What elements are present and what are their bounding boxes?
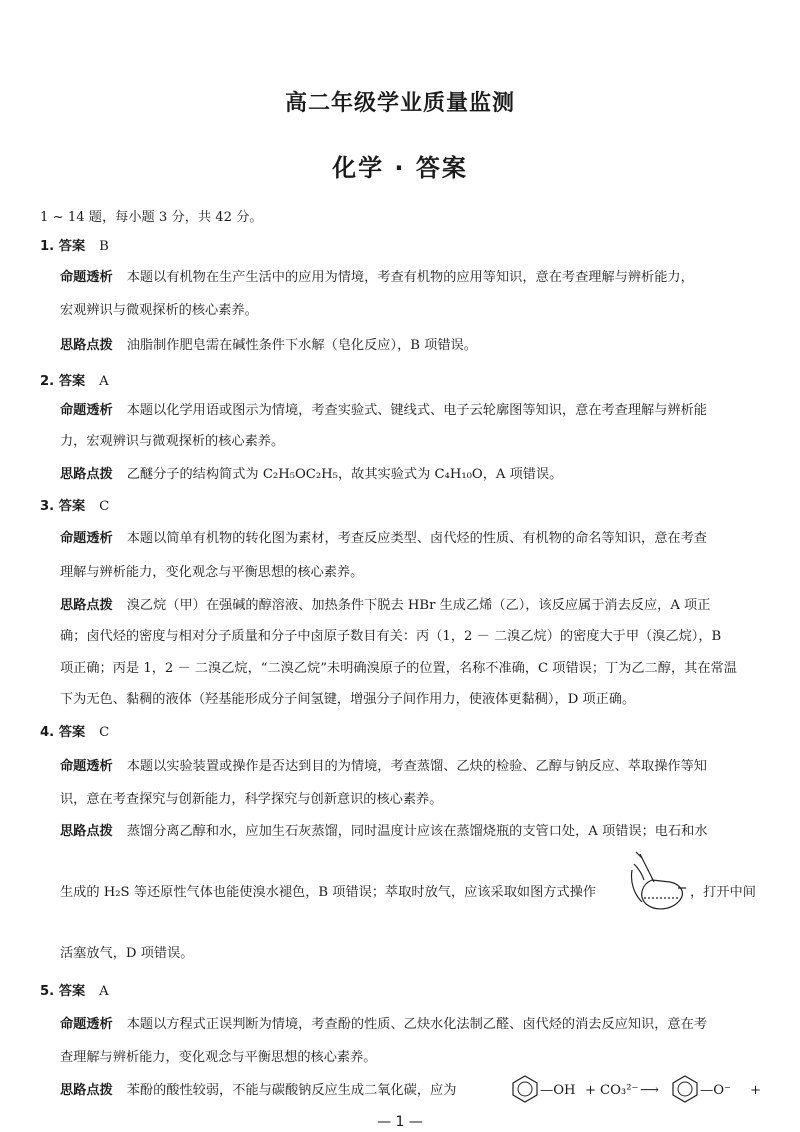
answer-value: A	[99, 374, 109, 389]
hydroxyl-group: —OH	[540, 1083, 576, 1098]
plus-sign: +	[750, 1083, 762, 1098]
answer-label: 答案	[58, 984, 86, 999]
hint-text: 蒸馏分离乙醇和水，应加生石灰蒸馏，同时温度计应该在蒸馏烧瓶的支管口处，A 项错误；电石和水	[126, 824, 708, 839]
answer-label: 答案	[58, 499, 86, 514]
page-number: — 1 —	[377, 1114, 423, 1130]
hint-label: 思路点拨	[60, 598, 113, 613]
hint-label: 思路点拨	[60, 824, 113, 839]
hint-text: 乙醚分子的结构简式为 C₂H₅OC₂H₅，故其实验式为 C₄H₁₀O，A 项错误。	[126, 467, 563, 482]
question-number: 3.	[40, 499, 55, 514]
hint-label: 思路点拨	[60, 338, 113, 353]
question-2-header	[40, 373, 109, 391]
page-title: 高二年级学业质量监测	[284, 91, 515, 116]
hint-label: 思路点拨	[60, 467, 113, 482]
reaction-arrow: ⟶	[640, 1083, 659, 1098]
hint-text: 溴乙烷（甲）在强碱的醇溶液、加热条件下脱去 HBr 生成乙烯（乙），该反应属于消去反应，A 项正	[126, 598, 711, 613]
analysis-line	[60, 758, 707, 776]
hint-line	[60, 1082, 456, 1100]
carbonate-ion: CO₃²⁻	[600, 1083, 639, 1098]
analysis-line	[60, 402, 707, 420]
benzene-ring-icon	[670, 1074, 700, 1104]
question-5-header	[40, 983, 109, 1001]
answer-label: 答案	[58, 725, 86, 740]
hint-text: 确；卤代烃的密度与相对分子质量和分子中卤原子数目有关：丙（1，2 － 二溴乙烷）的密度大于甲（溴乙烷），B	[60, 629, 722, 644]
hint-text: 生成的 H₂S 等还原性气体也能使溴水褪色，B 项错误；萃取时放气，应该采取如图方式操作	[60, 885, 597, 900]
question-number: 2.	[40, 374, 55, 389]
analysis-label: 命题透析	[60, 270, 113, 285]
analysis-text: 本题以方程式正误判断为情境，考查酚的性质、乙炔水化法制乙醛、卤代烃的消去反应知识，意在考	[126, 1017, 707, 1032]
analysis-label: 命题透析	[60, 1017, 113, 1032]
page-subtitle: 化学 · 答案	[332, 154, 468, 182]
analysis-line	[60, 1016, 707, 1034]
separatory-funnel-icon	[628, 848, 690, 916]
answer-value: C	[99, 499, 110, 514]
question-number: 5.	[40, 984, 55, 999]
question-1-header	[40, 238, 109, 256]
phenoxide-group: —O⁻	[700, 1083, 731, 1098]
intro-text: 1 ~ 14 题，每小题 3 分，共 42 分。	[40, 210, 263, 225]
hint-text: 下为无色、黏稠的液体（羟基能形成分子间氢键，增强分子间作用力，使液体更黏稠），D 项正确。	[60, 692, 636, 707]
analysis-text: 宏观辨识与微观探析的核心素养。	[60, 303, 258, 318]
analysis-line	[60, 530, 707, 548]
question-4-header	[40, 724, 109, 742]
answer-value: B	[99, 239, 109, 254]
analysis-label: 命题透析	[60, 759, 113, 774]
analysis-label: 命题透析	[60, 531, 113, 546]
analysis-line	[60, 269, 694, 287]
analysis-text: 本题以实验装置或操作是否达到目的为情境，考查蒸馏、乙炔的检验、乙醇与钠反应、萃取操作等知	[126, 759, 707, 774]
answer-value: A	[99, 984, 109, 999]
answer-value: C	[99, 725, 110, 740]
hint-line	[60, 466, 562, 484]
hint-text: 项正确；丙是 1，2 － 二溴乙烷，“二溴乙烷”未明确溴原子的位置，名称不准确，C 项错误；丁为乙二醇，其在常温	[60, 661, 737, 676]
plus-sign: +	[585, 1083, 597, 1098]
analysis-label: 命题透析	[60, 403, 113, 418]
analysis-text: 力，宏观辨识与微观探析的核心素养。	[60, 434, 285, 449]
analysis-text: 本题以简单有机物的转化图为素材，考查反应类型、卤代烃的性质、有机物的命名等知识，意在考查	[126, 531, 707, 546]
hint-line	[60, 823, 708, 841]
hint-text: 活塞放气，D 项错误。	[60, 946, 194, 961]
hint-text: 油脂制作肥皂需在碱性条件下水解（皂化反应），B 项错误。	[126, 338, 477, 353]
hint-line	[60, 337, 477, 355]
analysis-text: 查理解与辨析能力，变化观念与平衡思想的核心素养。	[60, 1050, 377, 1065]
question-number: 1.	[40, 239, 55, 254]
benzene-ring-icon	[510, 1074, 540, 1104]
hint-label: 思路点拨	[60, 1083, 113, 1098]
hint-text: 苯酚的酸性较弱，不能与碳酸钠反应生成二氧化碳，应为	[126, 1083, 457, 1098]
answer-label: 答案	[58, 239, 86, 254]
analysis-text: 理解与辨析能力，变化观念与平衡思想的核心素养。	[60, 565, 364, 580]
analysis-text: 识，意在考查探究与创新能力，科学探究与创新意识的核心素养。	[60, 792, 443, 807]
analysis-text: 本题以有机物在生产生活中的应用为情境，考查有机物的应用等知识，意在考查理解与辨析能力，	[126, 270, 694, 285]
answer-label: 答案	[58, 374, 86, 389]
hint-text: ，打开中间	[690, 885, 756, 900]
question-3-header	[40, 498, 109, 516]
analysis-text: 本题以化学用语或图示为情境，考查实验式、键线式、电子云轮廓图等知识，意在考查理解与辨析能	[126, 403, 707, 418]
hint-line	[60, 597, 710, 615]
question-number: 4.	[40, 725, 55, 740]
